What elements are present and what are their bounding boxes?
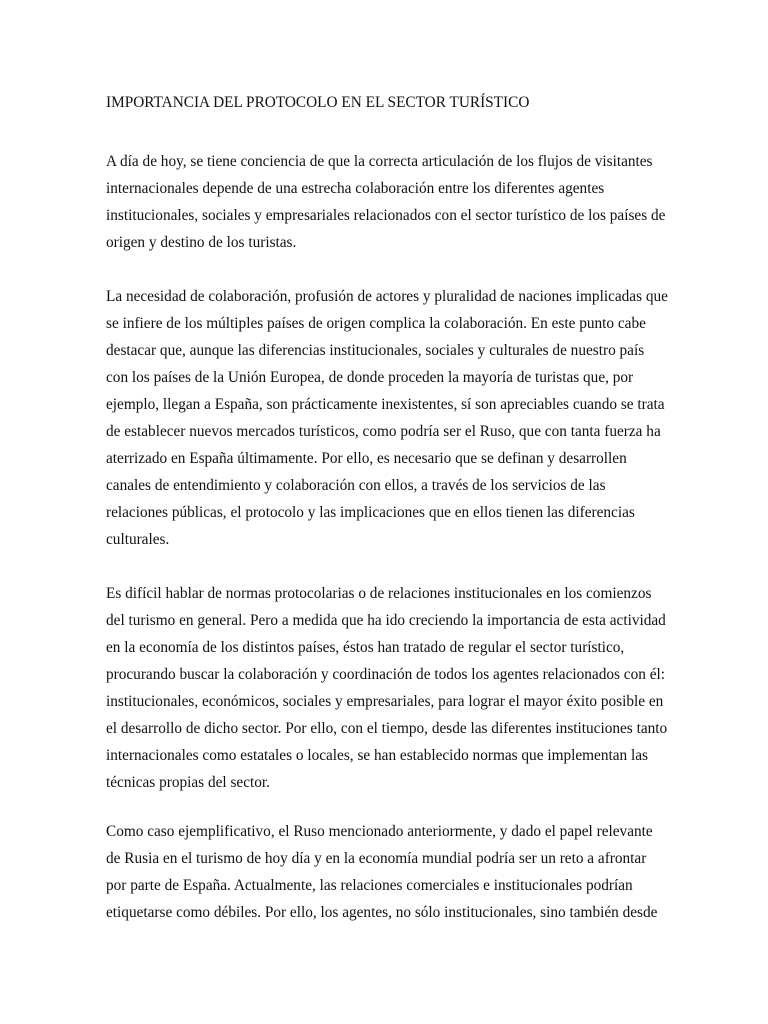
document-title: IMPORTANCIA DEL PROTOCOLO EN EL SECTOR TURÍSTICO: [106, 94, 530, 111]
paragraph-line: técnicas propias del sector.: [106, 774, 270, 791]
paragraph-line: el desarrollo de dicho sector. Por ello, con el tiempo, desde las diferentes instituciones tanto: [106, 720, 668, 737]
paragraph-line: origen y destino de los turistas.: [106, 234, 297, 251]
paragraph-line: canales de entendimiento y colaboración con ellos, a través de los servicios de las: [106, 477, 606, 494]
paragraph-4: [106, 818, 686, 926]
paragraph-1: [106, 148, 686, 256]
paragraph-line: aterrizado en España últimamente. Por ello, es necesario que se definan y desarrollen: [106, 450, 627, 467]
paragraph-line: de Rusia en el turismo de hoy día y en la economía mundial podría ser un reto a afrontar: [106, 850, 647, 867]
paragraph-line: internacionales depende de una estrecha colaboración entre los diferentes agentes: [106, 180, 605, 197]
paragraph-3: [106, 580, 686, 796]
paragraph-line: del turismo en general. Pero a medida que ha ido creciendo la importancia de esta actividad: [106, 612, 666, 629]
paragraph-line: de establecer nuevos mercados turísticos, como podría ser el Ruso, que con tanta fuerza ha: [106, 423, 661, 440]
paragraph-line: en la economía de los distintos países, éstos han tratado de regular el sector turístico,: [106, 639, 625, 656]
paragraph-line: por parte de España. Actualmente, las relaciones comerciales e institucionales podrían: [106, 877, 633, 894]
paragraph-line: con los países de la Unión Europea, de donde proceden la mayoría de turistas que, por: [106, 369, 634, 386]
paragraph-line: etiquetarse como débiles. Por ello, los agentes, no sólo institucionales, sino también desde: [106, 904, 658, 921]
paragraph-line: culturales.: [106, 531, 170, 548]
paragraph-line: destacar que, aunque las diferencias institucionales, sociales y culturales de nuestro país: [106, 342, 645, 359]
paragraph-line: A día de hoy, se tiene conciencia de que la correcta articulación de los flujos de visitantes: [106, 153, 653, 170]
paragraph-line: ejemplo, llegan a España, son prácticamente inexistentes, sí son apreciables cuando se trata: [106, 396, 665, 413]
paragraph-line: Como caso ejemplificativo, el Ruso mencionado anteriormente, y dado el papel relevante: [106, 823, 653, 840]
paragraph-2: [106, 283, 686, 553]
paragraph-line: Es difícil hablar de normas protocolarias o de relaciones institucionales en los comienzos: [106, 585, 652, 602]
paragraph-line: procurando buscar la colaboración y coordinación de todos los agentes relacionados con él:: [106, 666, 665, 683]
paragraph-line: relaciones públicas, el protocolo y las implicaciones que en ellos tienen las diferencias: [106, 504, 635, 521]
paragraph-line: La necesidad de colaboración, profusión de actores y pluralidad de naciones implicadas que: [106, 288, 668, 305]
paragraph-line: se infiere de los múltiples países de origen complica la colaboración. En este punto cabe: [106, 315, 646, 332]
paragraph-line: institucionales, económicos, sociales y empresariales, para lograr el mayor éxito posible en: [106, 693, 664, 710]
paragraph-line: institucionales, sociales y empresariales relacionados con el sector turístico de los países de: [106, 207, 666, 224]
paragraph-line: internacionales como estatales o locales, se han establecido normas que implementan las: [106, 747, 649, 764]
